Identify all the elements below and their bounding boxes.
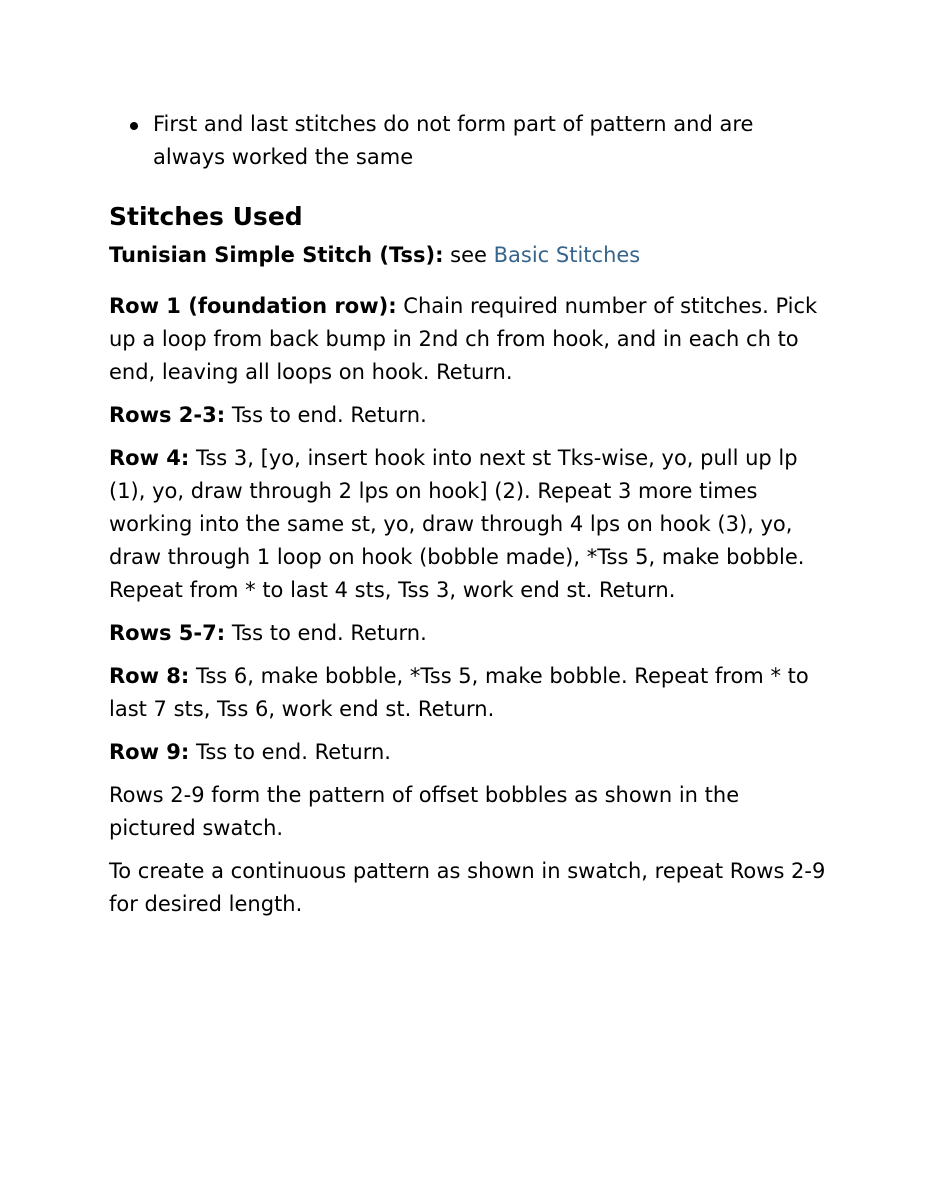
row-label: Row 1 (foundation row): — [109, 294, 397, 318]
row-text: Tss to end. Return. — [189, 740, 391, 764]
row-instruction-5 — [109, 660, 829, 726]
bullet-dot-icon — [130, 122, 138, 130]
basic-stitches-link[interactable]: Basic Stitches — [493, 243, 641, 267]
row-label: Row 4: — [109, 446, 190, 470]
section-heading: Stitches Used — [109, 202, 303, 231]
note-paragraph-2: To create a continuous pattern as shown in swatch, repeat Rows 2-9 for desired length. — [109, 859, 826, 916]
row-label: Row 9: — [109, 740, 190, 764]
row-instruction-3 — [109, 442, 829, 607]
row-instruction-2 — [109, 399, 829, 432]
stitch-definition — [109, 239, 829, 272]
bullet-item — [109, 108, 829, 174]
row-instruction-1 — [109, 290, 829, 389]
row-label: Rows 5-7: — [109, 621, 226, 645]
row-instruction-6 — [109, 736, 829, 769]
bullet-list — [109, 108, 829, 174]
row-instruction-4 — [109, 617, 829, 650]
row-text: Tss to end. Return. — [225, 403, 427, 427]
row-text: Chain required number of stitches. Pick up a loop from back bump in 2nd ch from hook, and in each ch to end, leaving all loops on hook. Return. — [109, 294, 818, 384]
pattern-document — [109, 108, 829, 921]
note-paragraph-1: Rows 2-9 form the pattern of offset bobbles as shown in the pictured swatch. — [109, 783, 740, 840]
stitch-text: see — [443, 243, 494, 267]
row-text: Tss 3, [yo, insert hook into next st Tks-wise, yo, pull up lp (1), yo, draw through 2 lps on hook] (2). Repeat 3 more times working into the same st, yo, draw through 4 lps on hook (3), yo, draw through 1 loop on hook (bobble made), *Tss 5, make bobble. Repeat from * to last 4 sts, Tss 3, work end st. Return. — [109, 446, 805, 602]
row-text: Tss 6, make bobble, *Tss 5, make bobble. Repeat from * to last 7 sts, Tss 6, work end st. Return. — [109, 664, 809, 721]
bullet-text: First and last stitches do not form part of pattern and are always worked the same — [153, 112, 754, 169]
row-label: Row 8: — [109, 664, 190, 688]
row-text: Tss to end. Return. — [225, 621, 427, 645]
stitch-term: Tunisian Simple Stitch (Tss): — [109, 243, 444, 267]
row-label: Rows 2-3: — [109, 403, 226, 427]
